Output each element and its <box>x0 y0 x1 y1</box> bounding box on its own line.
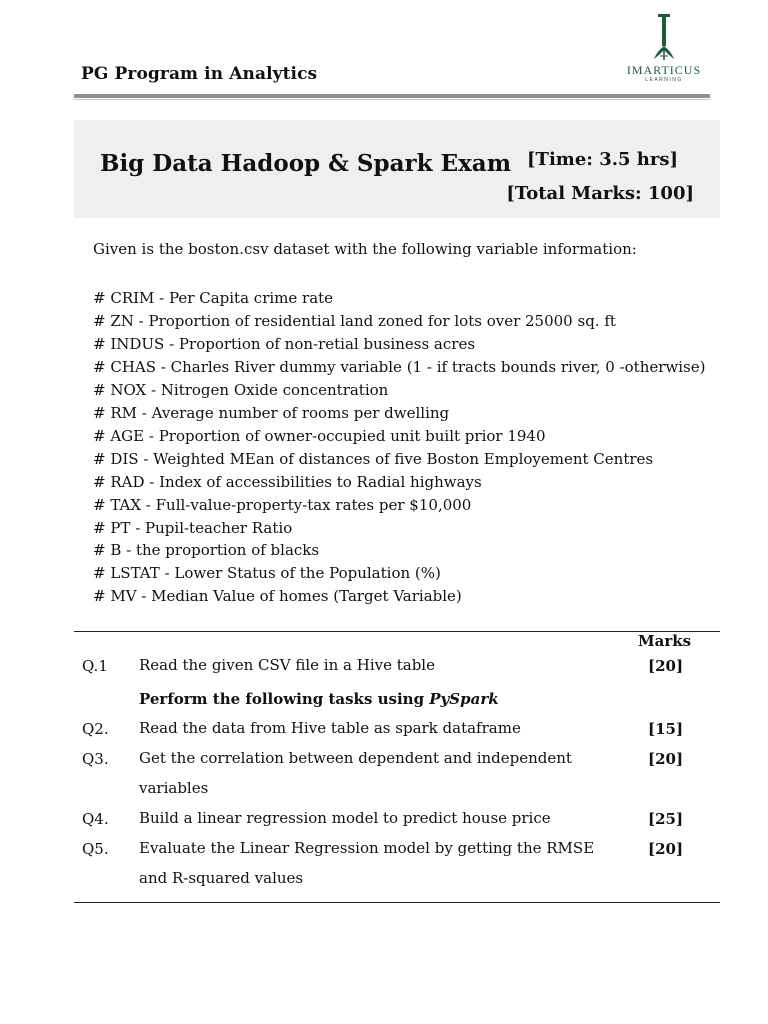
variable-item: # INDUS - Proportion of non-retial business acres <box>93 334 476 353</box>
question-marks: [20] <box>648 750 684 768</box>
exam-title: Big Data Hadoop & Spark Exam <box>100 150 512 177</box>
tasks-subheading-text: Perform the following tasks using <box>139 690 430 708</box>
variable-item: # DIS - Weighted MEan of distances of five Boston Employement Centres <box>93 449 654 468</box>
question-text: Read the data from Hive table as spark dataframe <box>139 719 521 737</box>
question-text: Build a linear regression model to predict house price <box>139 809 551 827</box>
dataset-intro: Given is the boston.csv dataset with the following variable information: <box>93 240 637 258</box>
header-rule <box>74 94 710 98</box>
header-rule-thin <box>74 99 710 100</box>
imarticus-emblem-icon <box>649 12 679 62</box>
imarticus-logo <box>618 12 710 92</box>
variable-item: # NOX - Nitrogen Oxide concentration <box>93 380 389 399</box>
exam-total-marks: [Total Marks: 100] <box>506 183 694 204</box>
question-marks: [25] <box>648 810 684 828</box>
variable-item: # TAX - Full-value-property-tax rates per $10,000 <box>93 495 472 514</box>
exam-time: [Time: 3.5 hrs] <box>527 149 678 170</box>
variable-item: # LSTAT - Lower Status of the Population (%) <box>93 564 441 583</box>
question-text: Read the given CSV file in a Hive table <box>139 656 435 674</box>
variable-list <box>93 287 705 608</box>
question-number: Q.1 <box>82 657 108 675</box>
variable-item: # PT - Pupil-teacher Ratio <box>93 518 293 537</box>
tasks-subheading-emphasis: PySpark <box>429 690 499 708</box>
tasks-subheading <box>139 690 499 708</box>
variable-item: # CHAS - Charles River dummy variable (1 - if tracts bounds river, 0 -otherwise) <box>93 357 706 376</box>
question-marks: [20] <box>648 657 684 675</box>
exam-title-box <box>74 120 720 218</box>
table-top-rule <box>74 631 720 632</box>
question-marks: [20] <box>648 840 684 858</box>
variable-item: # B - the proportion of blacks <box>93 541 320 560</box>
question-number: Q5. <box>82 840 109 858</box>
question-marks: [15] <box>648 720 684 738</box>
question-text: Evaluate the Linear Regression model by getting the RMSE and R-squared values <box>139 839 595 887</box>
variable-item: # AGE - Proportion of owner-occupied unit built prior 1940 <box>93 426 546 445</box>
question-number: Q2. <box>82 720 109 738</box>
variable-item: # CRIM - Per Capita crime rate <box>93 289 334 307</box>
table-bottom-rule <box>74 902 720 903</box>
variable-item: # RM - Average number of rooms per dwelling <box>93 403 450 422</box>
question-number: Q3. <box>82 750 109 768</box>
logo-subtitle-text: LEARNING <box>645 77 683 83</box>
marks-column-header: Marks <box>638 632 692 650</box>
question-number: Q4. <box>82 810 109 828</box>
logo-brand-text: IMARTICUS <box>626 63 702 77</box>
program-title: PG Program in Analytics <box>81 64 318 84</box>
variable-item: # MV - Median Value of homes (Target Variable) <box>93 587 462 606</box>
variable-item: # ZN - Proportion of residential land zoned for lots over 25000 sq. ft <box>93 311 616 330</box>
question-text: Get the correlation between dependent and independent variables <box>139 749 572 797</box>
variable-item: # RAD - Index of accessibilities to Radial highways <box>93 472 482 491</box>
